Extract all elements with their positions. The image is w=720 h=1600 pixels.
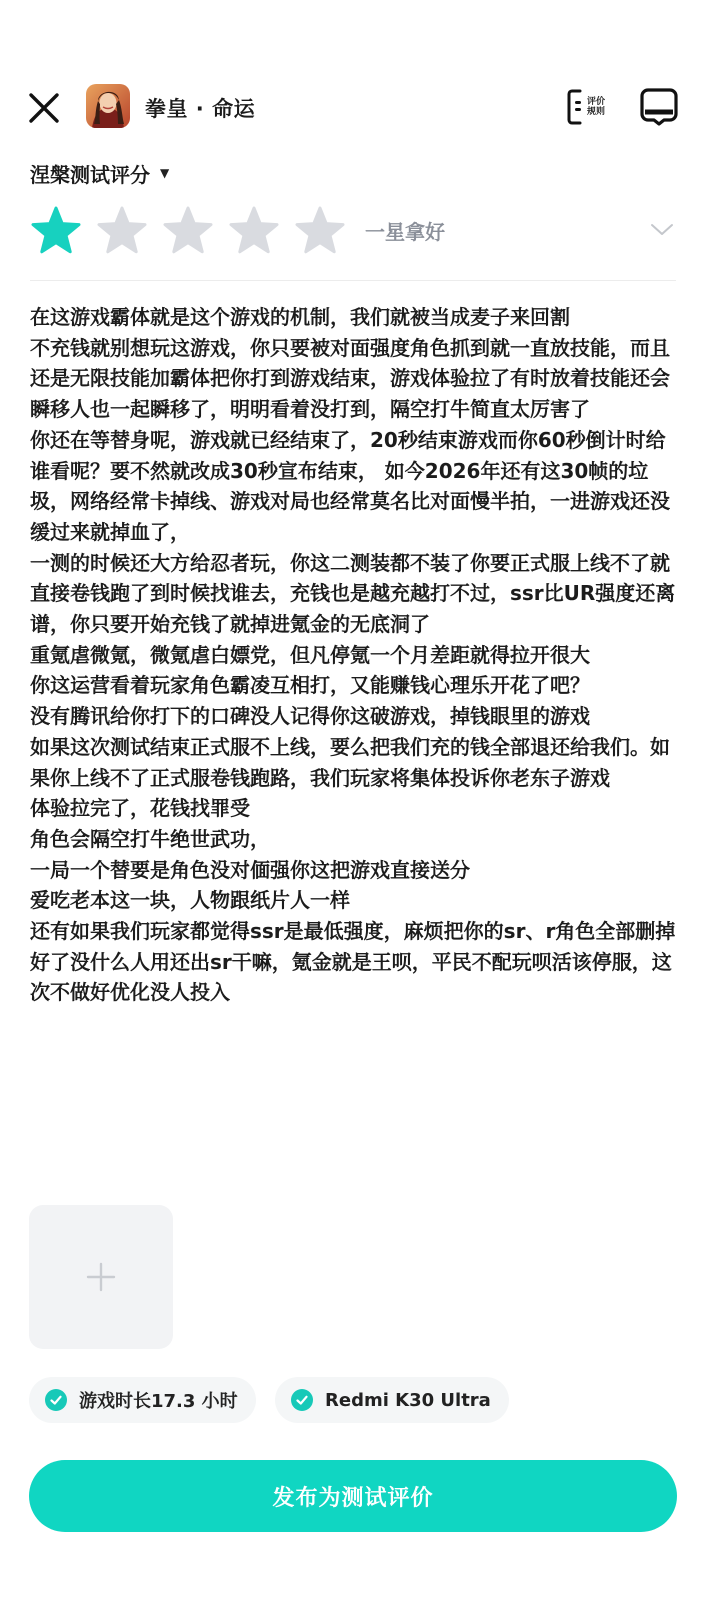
playtime-chip[interactable] [29, 1377, 256, 1423]
close-button[interactable] [26, 90, 62, 126]
plus-icon [86, 1262, 116, 1292]
star-rating [30, 204, 690, 258]
publish-label: 发布为测试评价 [272, 1485, 434, 1511]
app-icon [86, 84, 130, 128]
review-text-area[interactable]: 在这游戏霸体就是这个游戏的机制，我们就被当成麦子来回割 不充钱就别想玩这游戏，你只要被对面强度角色抓到就一直放技能，而且还是无限技能加霸体把你打到游戏结束，游戏体验拉了有时放着技能还会瞬移人也一起瞬移了，明明看着没打到，隔空打牛简直太厉害了 你还在等替身呢，游戏就已经结束了，20秒结束游戏而你60秒倒计时给谁看呢？要不然就改成30秒宣布结束， 如今2026年还有这30帧的垃圾，网络经常卡掉线、游戏对局也经常莫名比对面慢半拍，一进游戏还没缓过来就掉血了， 一测的时候还大方给忍者玩，你这二测装都不装了你要正式服上线不了就直接卷钱跑了到时候找谁去，充钱也是越充越打不过，ssr比UR强度还离谱，你只要开始充钱了就掉进氪金的无底洞了 重氪虐微氪，微氪虐白嫖党，但凡停氪一个月差距就得拉开很大 你这运营看着玩家角色霸凌互相打，又能赚钱心理乐开花了吧？ 没有腾讯给你打下的口碑没人记得你这破游戏，掉钱眼里的游戏 如果这次测试结束正式服不上线，要么把我们充的钱全部退还给我们。如果你上线不了正式服卷钱跑路，我们玩家将集体投诉你老东子游戏 体验拉完了，花钱找罪受 角色会隔空打牛绝世武功， 一局一个替要是角色没对偭强你这把游戏直接送分 爱吃老本这一块，人物跟纸片人一样 还有如果我们玩家都觉得ssr是最低强度，麻烦把你的sr、r角色全部删掉好了没什么人用还出sr干嘛，氪金就是王呗，平民不配玩呗活该停服，这次不做好优化没人投入 [30, 305, 676, 1005]
star-icon-4[interactable] [228, 206, 280, 256]
publish-button[interactable] [29, 1460, 677, 1532]
playtime-label: 游戏时长17.3 小时 [79, 1391, 238, 1412]
star-icon-1[interactable] [30, 206, 82, 256]
check-icon [291, 1389, 313, 1411]
caret-down-icon: ▼ [160, 166, 170, 180]
device-chip[interactable] [275, 1377, 509, 1423]
close-icon [28, 92, 60, 124]
app-title: 拳皇 · 命运 [145, 97, 256, 121]
check-icon [45, 1389, 67, 1411]
star-icon-3[interactable] [162, 206, 214, 256]
rules-label [584, 97, 608, 117]
rules-label-line2: 规则 [586, 107, 605, 117]
star-icon-2[interactable] [96, 206, 148, 256]
star-icon-5[interactable] [294, 206, 346, 256]
test-rating-selector[interactable] [30, 158, 169, 188]
message-button[interactable] [640, 88, 678, 126]
rules-label-line1: 评价 [586, 97, 605, 107]
section-title: 涅槃测试评分 [30, 162, 150, 187]
add-photo-button[interactable] [29, 1205, 173, 1349]
message-icon [640, 88, 678, 126]
divider [30, 280, 676, 281]
top-bar [0, 80, 720, 136]
device-label: Redmi K30 Ultra [325, 1389, 491, 1411]
chevron-down-icon[interactable] [650, 218, 674, 242]
rating-rules-button[interactable] [566, 88, 610, 126]
rating-label: 一星拿好 [365, 220, 445, 244]
